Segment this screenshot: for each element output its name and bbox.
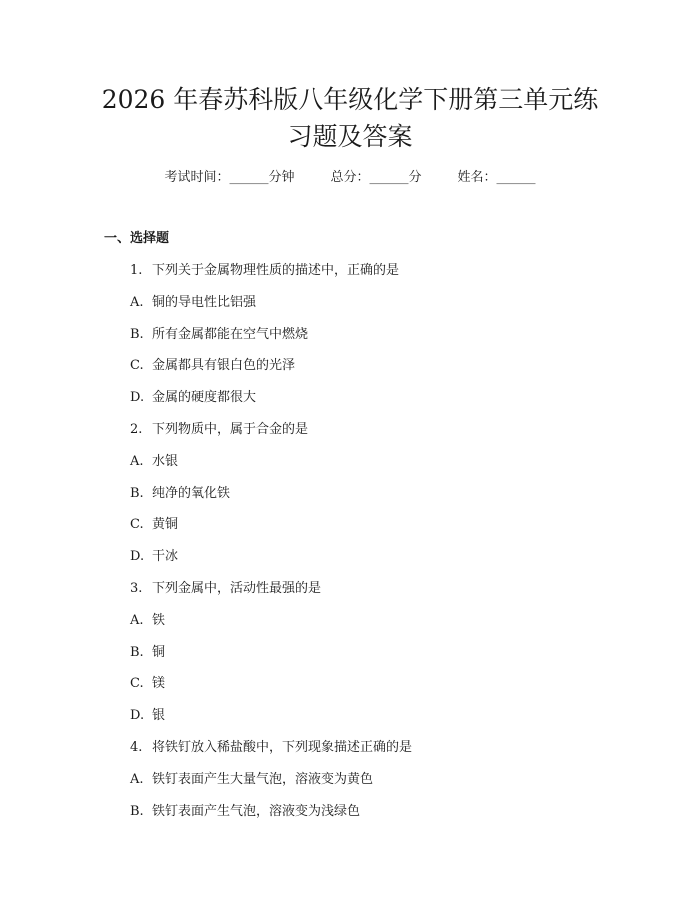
line-text: 银 [152,708,166,724]
line-text: 将铁钉放入稀盐酸中，下列现象描述正确的是 [152,740,413,755]
line-number: A. [130,771,144,787]
line-text: 铁钉表面产生气泡，溶液变为浅绿色 [152,803,361,819]
line-number: 2. [130,422,143,437]
line-number: D. [130,390,145,406]
document-title-line1: 2026 年春苏科版八年级化学下册第三单元练 [101,85,599,114]
option-line [130,643,165,663]
line-number: 4. [130,740,143,755]
question-line [130,261,399,281]
option-line [130,484,230,504]
line-text: 下列关于金属物理性质的描述中，正确的是 [152,263,400,278]
question-line [130,579,321,599]
line-text: 所有金属都能在空气中燃烧 [152,326,309,342]
question-line [130,420,308,440]
line-number: C. [130,676,144,692]
line-number: C. [130,517,144,533]
total-score-label: 总分：______分 [330,170,422,185]
exam-info [0,168,700,188]
line-text: 铁钉表面产生大量气泡，溶液变为黄色 [152,771,374,787]
option-line [130,388,256,408]
line-number: 1. [130,263,143,278]
line-number: D. [130,549,145,565]
line-number: B. [130,644,144,660]
line-text: 黄铜 [152,517,179,533]
line-number: 3. [130,581,143,596]
line-number: C. [130,358,144,374]
line-number: A. [130,294,144,310]
line-text: 下列金属中，活动性最强的是 [152,581,322,596]
exam-time-label: 考试时间：______分钟 [164,170,295,185]
line-number: D. [130,708,145,724]
section-title: 一、选择题 [104,231,170,246]
line-number: B. [130,326,144,342]
line-text: 铜 [152,644,166,660]
option-line [130,547,178,567]
line-text: 纯净的氧化铁 [152,485,231,501]
line-number: A. [130,453,144,469]
question-line [130,738,412,758]
option-line [130,802,360,822]
line-text: 金属都具有银白色的光泽 [152,358,296,374]
document-title-line2: 习题及答案 [287,122,413,151]
option-line [130,706,165,726]
option-line [130,356,295,376]
line-number: B. [130,803,144,819]
line-text: 铁 [152,612,166,628]
option-line [130,611,165,631]
option-line [130,452,178,472]
line-text: 镁 [152,676,166,692]
line-number: B. [130,485,144,501]
line-text: 金属的硬度都很大 [152,390,257,406]
option-line [130,770,373,790]
line-text: 水银 [152,453,179,469]
line-text: 铜的导电性比铝强 [152,294,257,310]
line-text: 下列物质中，属于合金的是 [152,422,309,437]
line-number: A. [130,612,144,628]
option-line [130,515,178,535]
name-label: 姓名：______ [457,170,536,185]
line-text: 干冰 [152,549,179,565]
option-line [130,325,308,345]
option-line [130,293,256,313]
option-line [130,674,165,694]
